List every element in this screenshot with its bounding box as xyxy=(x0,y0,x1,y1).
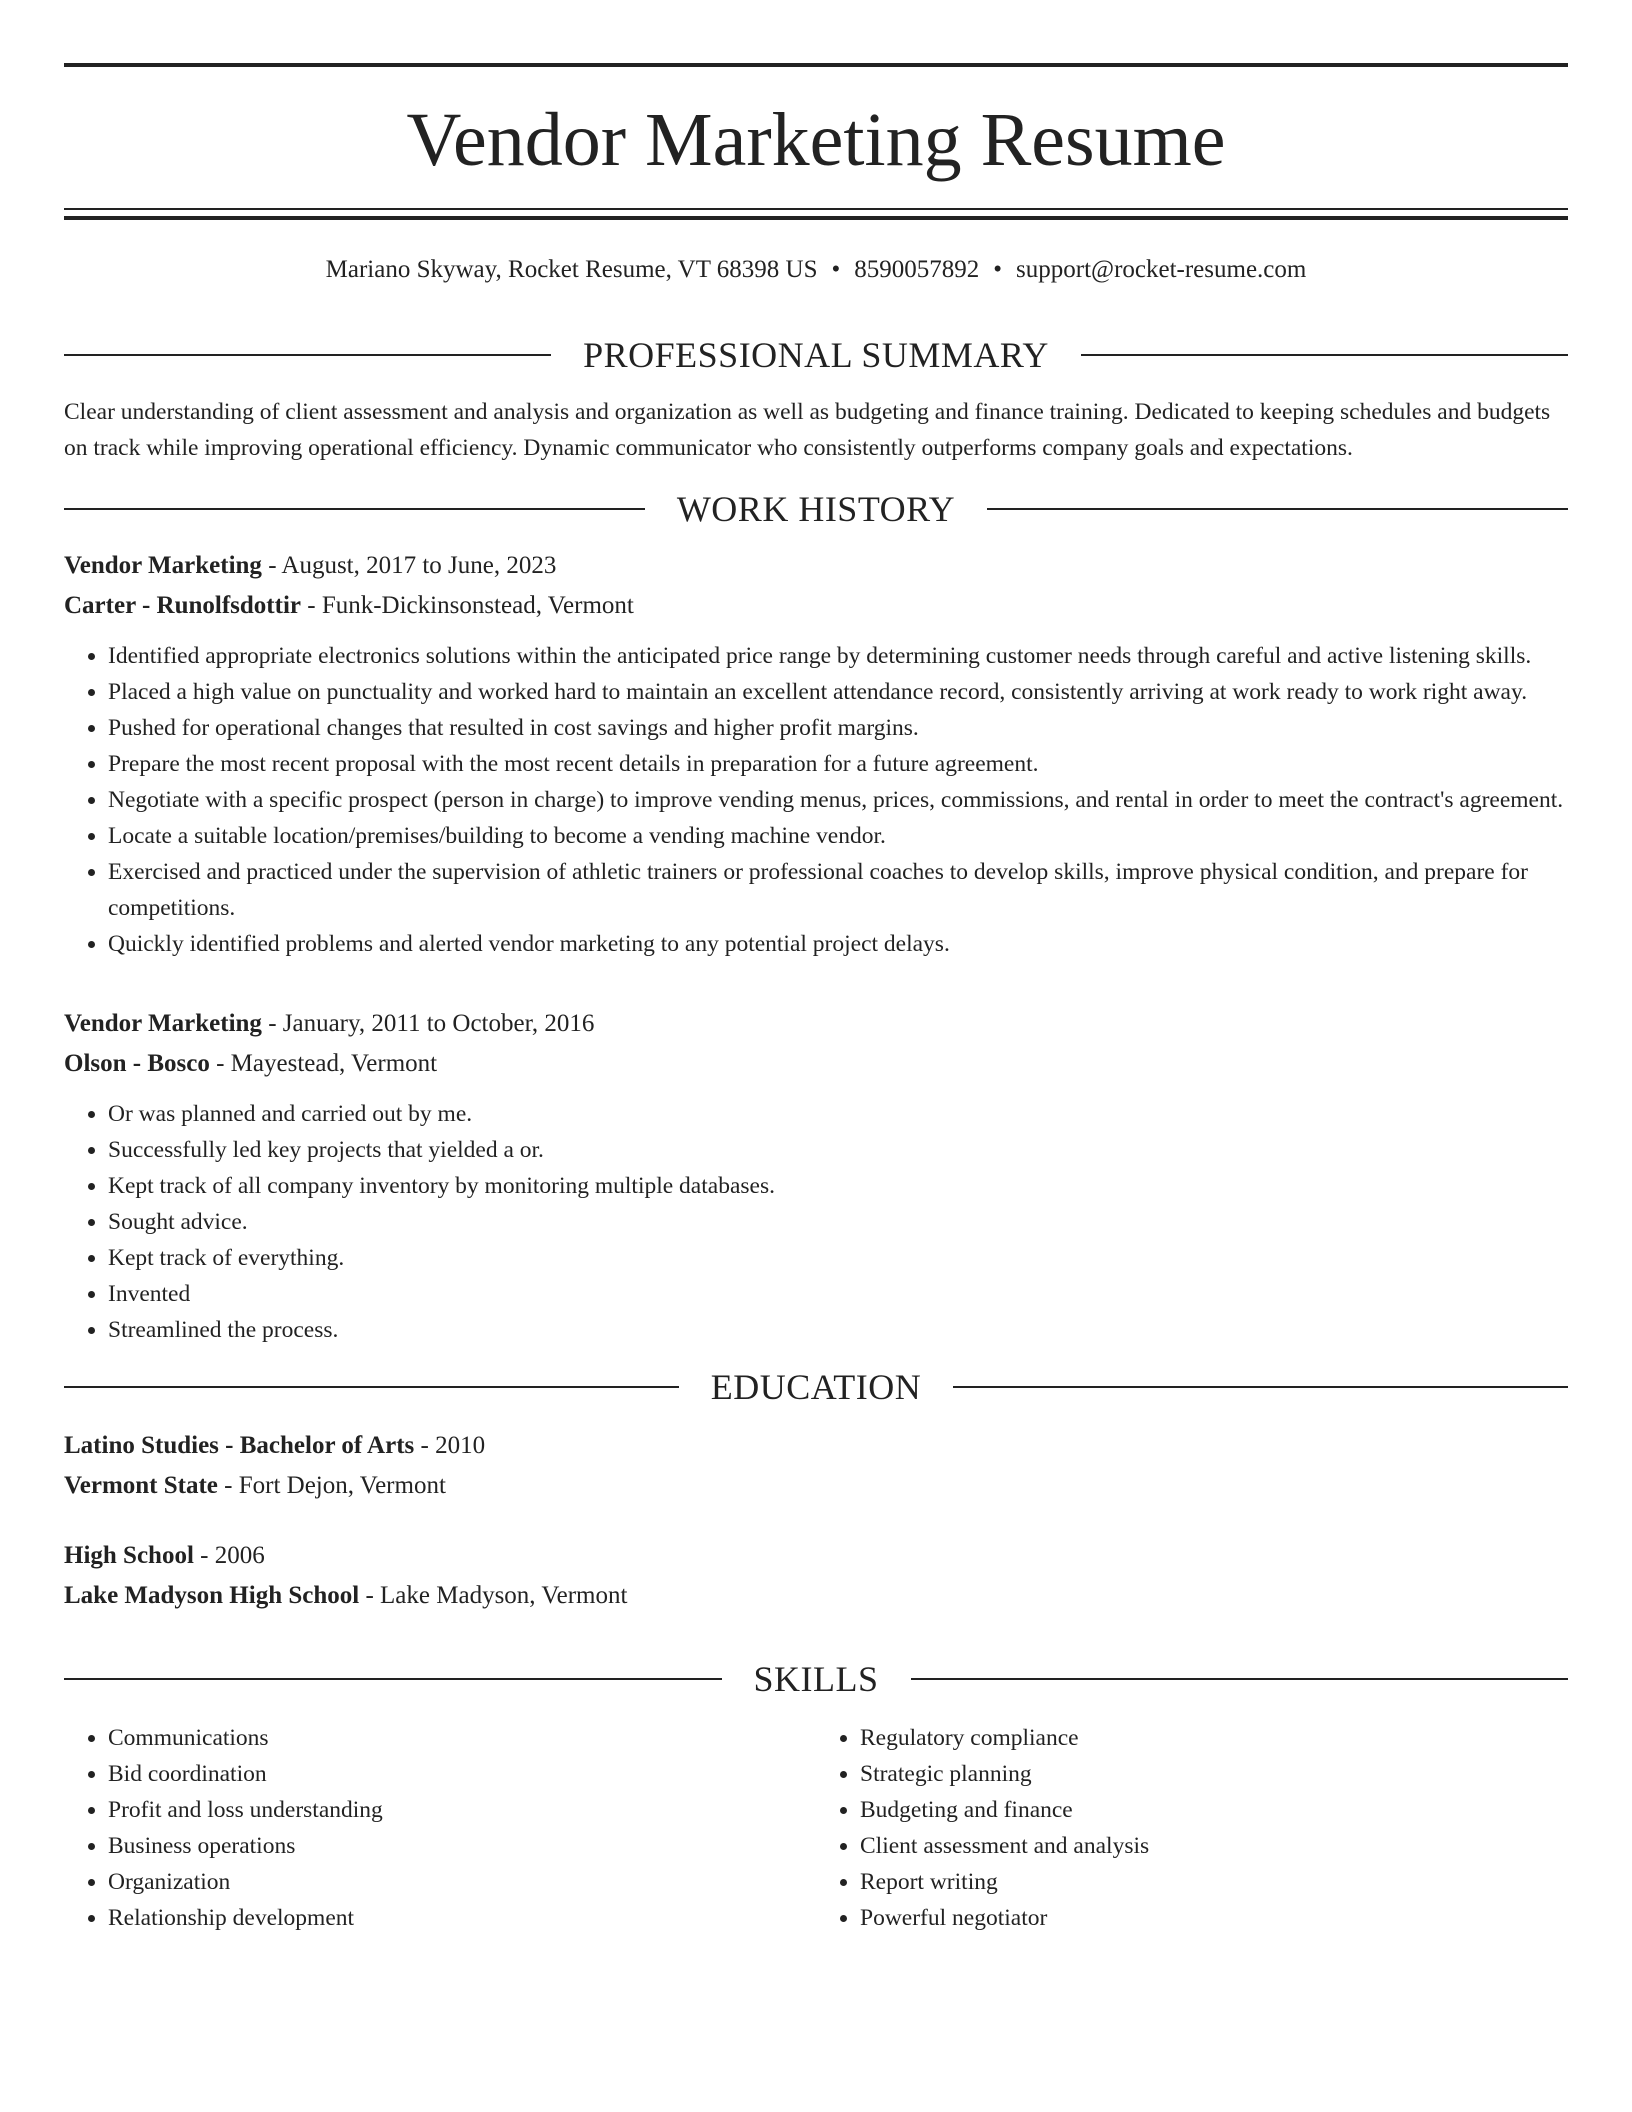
contact-line xyxy=(64,252,1568,288)
job-bullet: • Prepare the most recent proposal with the most recent details in preparation for a future agreement. xyxy=(108,746,1568,782)
job-title: Vendor Marketing xyxy=(64,1010,262,1037)
skills-heading-label: SKILLS xyxy=(753,1659,879,1699)
heading-rule-left xyxy=(64,354,551,356)
education-entry xyxy=(64,1426,1568,1506)
header-rule-thin xyxy=(64,208,1568,210)
summary-text: Clear understanding of client assessment and analysis and organization as well as budgeting and finance training. Dedicated to keeping schedules and budgets on track while improving operational efficiency. Dynamic communicator who consistently outperforms company goals and expectations. xyxy=(64,399,1551,461)
education-location: - Lake Madyson, Vermont xyxy=(359,1582,628,1609)
job-title-line xyxy=(64,1004,1568,1044)
contact-email: support@rocket-resume.com xyxy=(1016,256,1307,283)
heading-rule-left xyxy=(64,1386,679,1388)
heading-rule-right xyxy=(1081,354,1568,356)
job-company-line xyxy=(64,586,1568,626)
job-bullets xyxy=(64,638,1568,962)
job-bullet: • Placed a high value on punctuality and worked hard to maintain an excellent attendance record, consistently arriving at work ready to work right away. xyxy=(108,674,1568,710)
education-heading-label: EDUCATION xyxy=(710,1367,922,1407)
heading-rule-right xyxy=(953,1386,1568,1388)
heading-rule-left xyxy=(64,508,645,510)
education-degree: Latino Studies - Bachelor of Arts xyxy=(64,1432,415,1459)
job-bullet: • Identified appropriate electronics solutions within the anticipated price range by determining customer needs through careful and active listening skills. xyxy=(108,638,1568,674)
job-title-line xyxy=(64,546,1568,586)
job-bullet: • Exercised and practiced under the supervision of athletic trainers or professional coaches to develop skills, improve physical condition, and prepare for competitions. xyxy=(108,854,1568,926)
job-entry xyxy=(64,1004,1568,1348)
contact-address: Mariano Skyway, Rocket Resume, VT 68398 US xyxy=(325,256,818,283)
resume-content xyxy=(64,326,1568,1936)
job-company-line xyxy=(64,1044,1568,1084)
job-entry xyxy=(64,546,1568,962)
contact-separator: • xyxy=(831,256,841,283)
skill-item: • Budgeting and finance xyxy=(860,1792,1568,1828)
job-bullet: • Sought advice. xyxy=(108,1204,1568,1240)
skills-heading xyxy=(64,1650,1568,1708)
job-bullet: • Streamlined the process. xyxy=(108,1312,1568,1348)
skill-item: • Communications xyxy=(108,1720,816,1756)
heading-rule-right xyxy=(911,1678,1569,1680)
contact-phone: 8590057892 xyxy=(854,256,980,283)
skill-item: • Bid coordination xyxy=(108,1756,816,1792)
job-bullet: • Quickly identified problems and alerted vendor marketing to any potential project delays. xyxy=(108,926,1568,962)
skill-item: • Regulatory compliance xyxy=(860,1720,1568,1756)
job-company: Olson - Bosco xyxy=(64,1050,210,1077)
header-rule-thick xyxy=(64,216,1568,220)
job-bullet: • Invented xyxy=(108,1276,1568,1312)
skill-item: • Profit and loss understanding xyxy=(108,1792,816,1828)
education-degree: High School xyxy=(64,1542,194,1569)
skill-item: • Relationship development xyxy=(108,1900,816,1936)
summary-heading-label: PROFESSIONAL SUMMARY xyxy=(583,335,1049,375)
skill-item: • Strategic planning xyxy=(860,1756,1568,1792)
heading-rule-right xyxy=(987,508,1568,510)
education-school: Vermont State xyxy=(64,1472,218,1499)
education-degree-line xyxy=(64,1536,1568,1576)
education-school: Lake Madyson High School xyxy=(64,1582,360,1609)
job-bullet: • Kept track of everything. xyxy=(108,1240,1568,1276)
skill-item: • Organization xyxy=(108,1864,816,1900)
education-location: - Fort Dejon, Vermont xyxy=(217,1472,446,1499)
job-bullet: • Locate a suitable location/premises/building to become a vending machine vendor. xyxy=(108,818,1568,854)
job-bullet: • Pushed for operational changes that resulted in cost savings and higher profit margins. xyxy=(108,710,1568,746)
heading-rule-left xyxy=(64,1678,722,1680)
skill-item: • Report writing xyxy=(860,1864,1568,1900)
job-location: - Funk-Dickinsonstead, Vermont xyxy=(301,592,634,619)
education-year: - 2006 xyxy=(193,1542,265,1569)
education-school-line xyxy=(64,1576,1568,1616)
education-entry xyxy=(64,1536,1568,1616)
job-bullet: • Kept track of all company inventory by monitoring multiple databases. xyxy=(108,1168,1568,1204)
job-location: - Mayestead, Vermont xyxy=(209,1050,438,1077)
skills-column-left xyxy=(64,1720,816,1936)
job-title: Vendor Marketing xyxy=(64,552,262,579)
job-bullet: • Negotiate with a specific prospect (person in charge) to improve vending menus, prices, commissions, and rental in order to meet the contract's agreement. xyxy=(108,782,1568,818)
contact-separator: • xyxy=(993,256,1003,283)
skills-column-right xyxy=(816,1720,1568,1936)
resume-title: Vendor Marketing Resume xyxy=(406,98,1226,182)
education-heading xyxy=(64,1358,1568,1416)
summary-heading xyxy=(64,326,1568,384)
skill-item: • Client assessment and analysis xyxy=(860,1828,1568,1864)
skill-item: • Powerful negotiator xyxy=(860,1900,1568,1936)
job-bullets xyxy=(64,1096,1568,1348)
job-bullet: • Successfully led key projects that yielded a or. xyxy=(108,1132,1568,1168)
work-history-heading-label: WORK HISTORY xyxy=(676,489,956,529)
education-school-line xyxy=(64,1466,1568,1506)
job-dates: - January, 2011 to October, 2016 xyxy=(261,1010,595,1037)
education-year: - 2010 xyxy=(414,1432,486,1459)
education-degree-line xyxy=(64,1426,1568,1466)
job-dates: - August, 2017 to June, 2023 xyxy=(261,552,557,579)
skill-item: • Business operations xyxy=(108,1828,816,1864)
job-company: Carter - Runolfsdottir xyxy=(64,592,301,619)
job-bullet: • Or was planned and carried out by me. xyxy=(108,1096,1568,1132)
skills-columns xyxy=(64,1720,1568,1936)
work-history-heading xyxy=(64,480,1568,538)
header-top-rule xyxy=(64,63,1568,67)
